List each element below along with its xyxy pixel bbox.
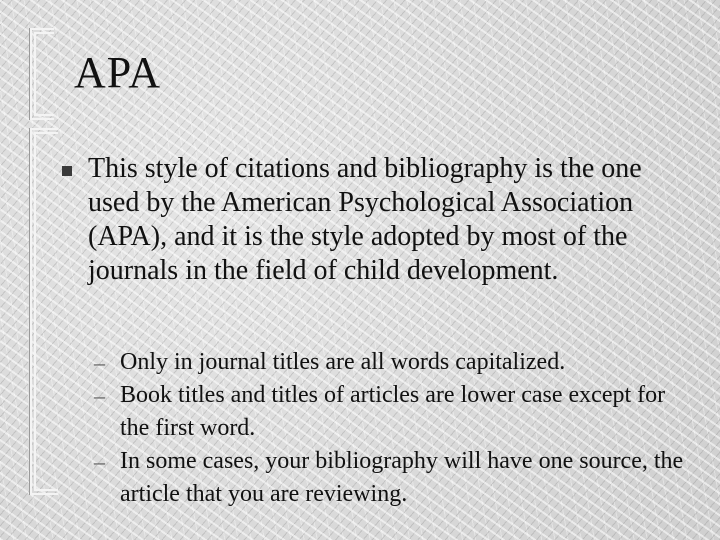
main-bullet (62, 152, 672, 288)
title-bracket-decoration (30, 28, 54, 120)
sub-bullet-item (94, 346, 684, 379)
dash-bullet-icon: – (94, 383, 105, 408)
main-bullet-text: This style of citations and bibliography is the one used by the American Psychological Association (APA), and it is the style adopted by most of the journals in the field of child development. (88, 153, 642, 286)
square-bullet-icon (62, 166, 72, 176)
slide-title: APA (74, 48, 161, 97)
sub-bullet-item (94, 379, 684, 445)
sub-bullet-text: In some cases, your bibliography will have one source, the article that you are reviewing. (120, 448, 684, 507)
body-bracket-decoration (30, 128, 58, 495)
sub-bullet-list (94, 346, 684, 511)
dash-bullet-icon: – (94, 449, 105, 474)
sub-bullet-item (94, 445, 684, 511)
sub-bullet-text: Book titles and titles of articles are lower case except for the first word. (120, 382, 666, 441)
dash-bullet-icon: – (94, 350, 105, 375)
sub-bullet-text: Only in journal titles are all words capitalized. (120, 349, 566, 375)
